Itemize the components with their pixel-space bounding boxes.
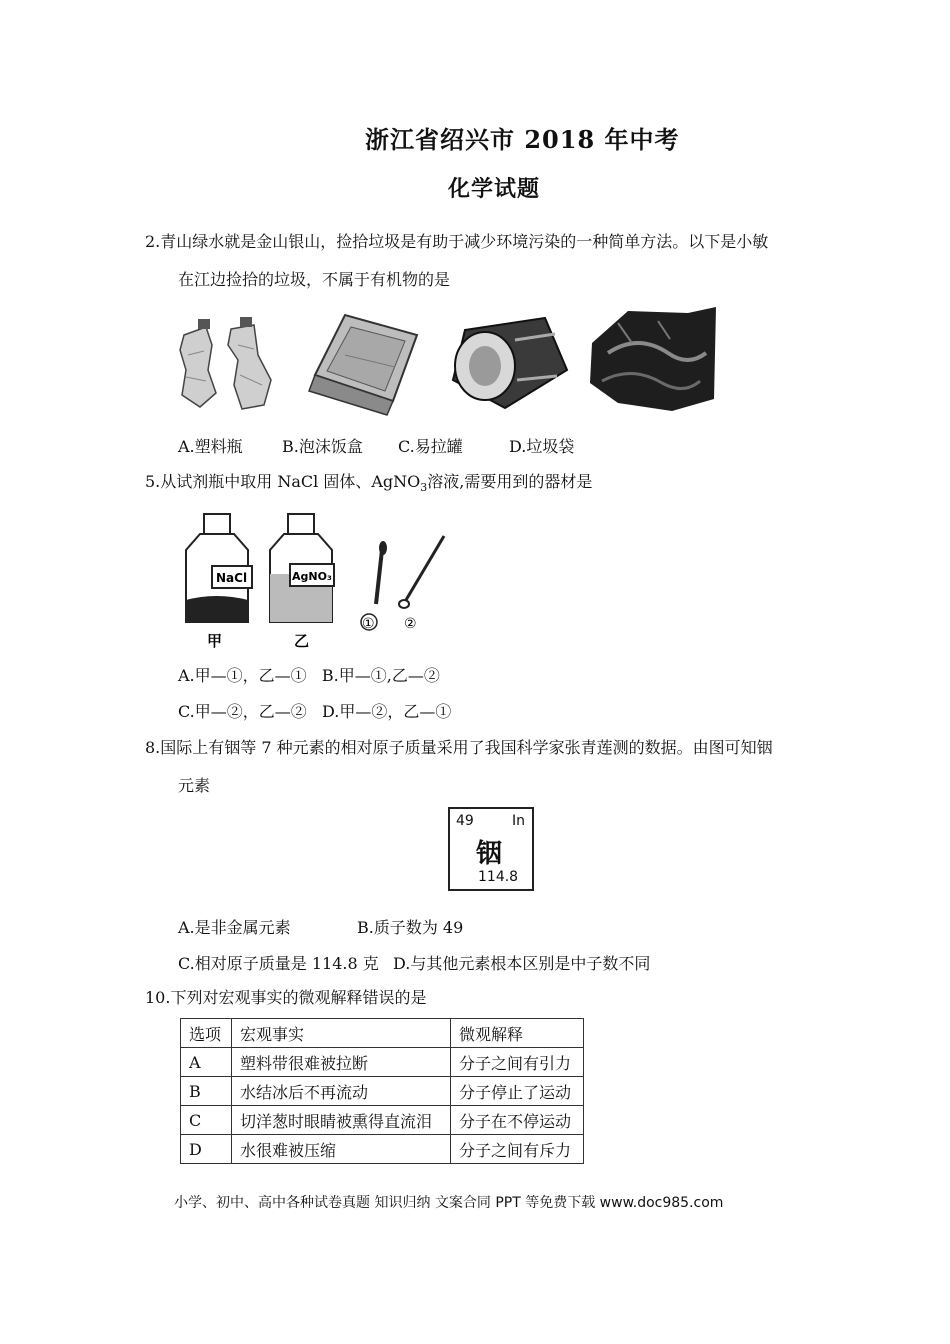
q5-options-line2: C.甲—②，乙—② D.甲—②，乙—①: [178, 702, 452, 721]
table-cell: A: [181, 1048, 232, 1077]
page-subtitle: 化学试题: [448, 176, 541, 202]
q8-stem-line2: 元素: [178, 776, 211, 795]
table-cell: 分子之间有引力: [451, 1048, 584, 1077]
table-cell: 水结冰后不再流动: [232, 1077, 451, 1106]
atomic-number: 49: [456, 813, 474, 829]
table-header-cell: 选项: [181, 1019, 232, 1048]
q2-stem-line2: 在江边捡拾的垃圾，不属于有机物的是: [178, 270, 451, 289]
table-cell: 分子在不停运动: [451, 1106, 584, 1135]
q8-option-a: A.是非金属元素: [178, 918, 291, 937]
plastic-bottles-image: [176, 315, 276, 413]
q2-option-a: A.塑料瓶: [178, 437, 243, 456]
reagent-bottles-image: [180, 512, 460, 652]
q8-option-c: C.相对原子质量是 114.8 克: [178, 954, 379, 973]
table-cell: 分子停止了运动: [451, 1077, 584, 1106]
element-symbol: In: [512, 813, 526, 829]
table-row: [181, 1048, 584, 1077]
q2-stem-line1: 2.青山绿水就是金山银山，捡拾垃圾是有助于减少环境污染的一种简单方法。以下是小敏: [145, 232, 769, 251]
table-cell: D: [181, 1135, 232, 1164]
table-row: [181, 1077, 584, 1106]
bottle-label-agno3: AgNO₃: [292, 570, 332, 583]
q8-option-b: B.质子数为 49: [357, 918, 464, 937]
foam-lunchbox-image: [305, 305, 425, 417]
table-cell: 塑料带很难被拉断: [232, 1048, 451, 1077]
tool-label-2: ②: [404, 616, 417, 632]
table-header-cell: 宏观事实: [232, 1019, 451, 1048]
q2-option-b: B.泡沫饭盒: [282, 437, 363, 456]
periodic-element-card: [448, 807, 534, 891]
table-header-cell: 微观解释: [451, 1019, 584, 1048]
table-row: [181, 1135, 584, 1164]
table-cell: C: [181, 1106, 232, 1135]
table-cell: 切洋葱时眼睛被熏得直流泪: [232, 1106, 451, 1135]
q8-stem-line1: 8.国际上有铟等 7 种元素的相对原子质量采用了我国科学家张青莲测的数据。由图可知铟: [145, 738, 773, 757]
table-row: [181, 1106, 584, 1135]
bottle-name-jia: 甲: [207, 632, 223, 650]
page-title: 浙江省绍兴市 2018 年中考: [365, 125, 680, 154]
table-cell: 分子之间有斥力: [451, 1135, 584, 1164]
table-header-row: [181, 1019, 584, 1048]
q5-options-line1: A.甲—①，乙—① B.甲—①,乙—②: [178, 666, 440, 685]
tool-label-1: ①: [362, 616, 375, 632]
q8-option-d: D.与其他元素根本区别是中子数不同: [393, 954, 651, 973]
q5-stem: 5.从试剂瓶中取用 NaCl 固体、AgNO$_3$溶液,需要用到的器材是: [145, 472, 593, 495]
element-name: 铟: [476, 839, 503, 869]
q10-stem: 10.下列对宏观事实的微观解释错误的是: [145, 988, 427, 1007]
bottle-label-nacl: NaCl: [216, 571, 248, 585]
footer-text: 小学、初中、高中各种试卷真题 知识归纳 文案合同 PPT 等免费下载 www.doc985.com: [174, 1195, 724, 1211]
atomic-mass: 114.8: [478, 869, 519, 885]
bottle-name-yi: 乙: [294, 632, 310, 650]
q2-option-c: C.易拉罐: [398, 437, 463, 456]
table-cell: 水很难被压缩: [232, 1135, 451, 1164]
table-cell: B: [181, 1077, 232, 1106]
garbage-bag-image: [588, 303, 718, 413]
can-image: [445, 310, 571, 412]
q10-table: [180, 1018, 584, 1164]
q2-option-d: D.垃圾袋: [509, 437, 575, 456]
